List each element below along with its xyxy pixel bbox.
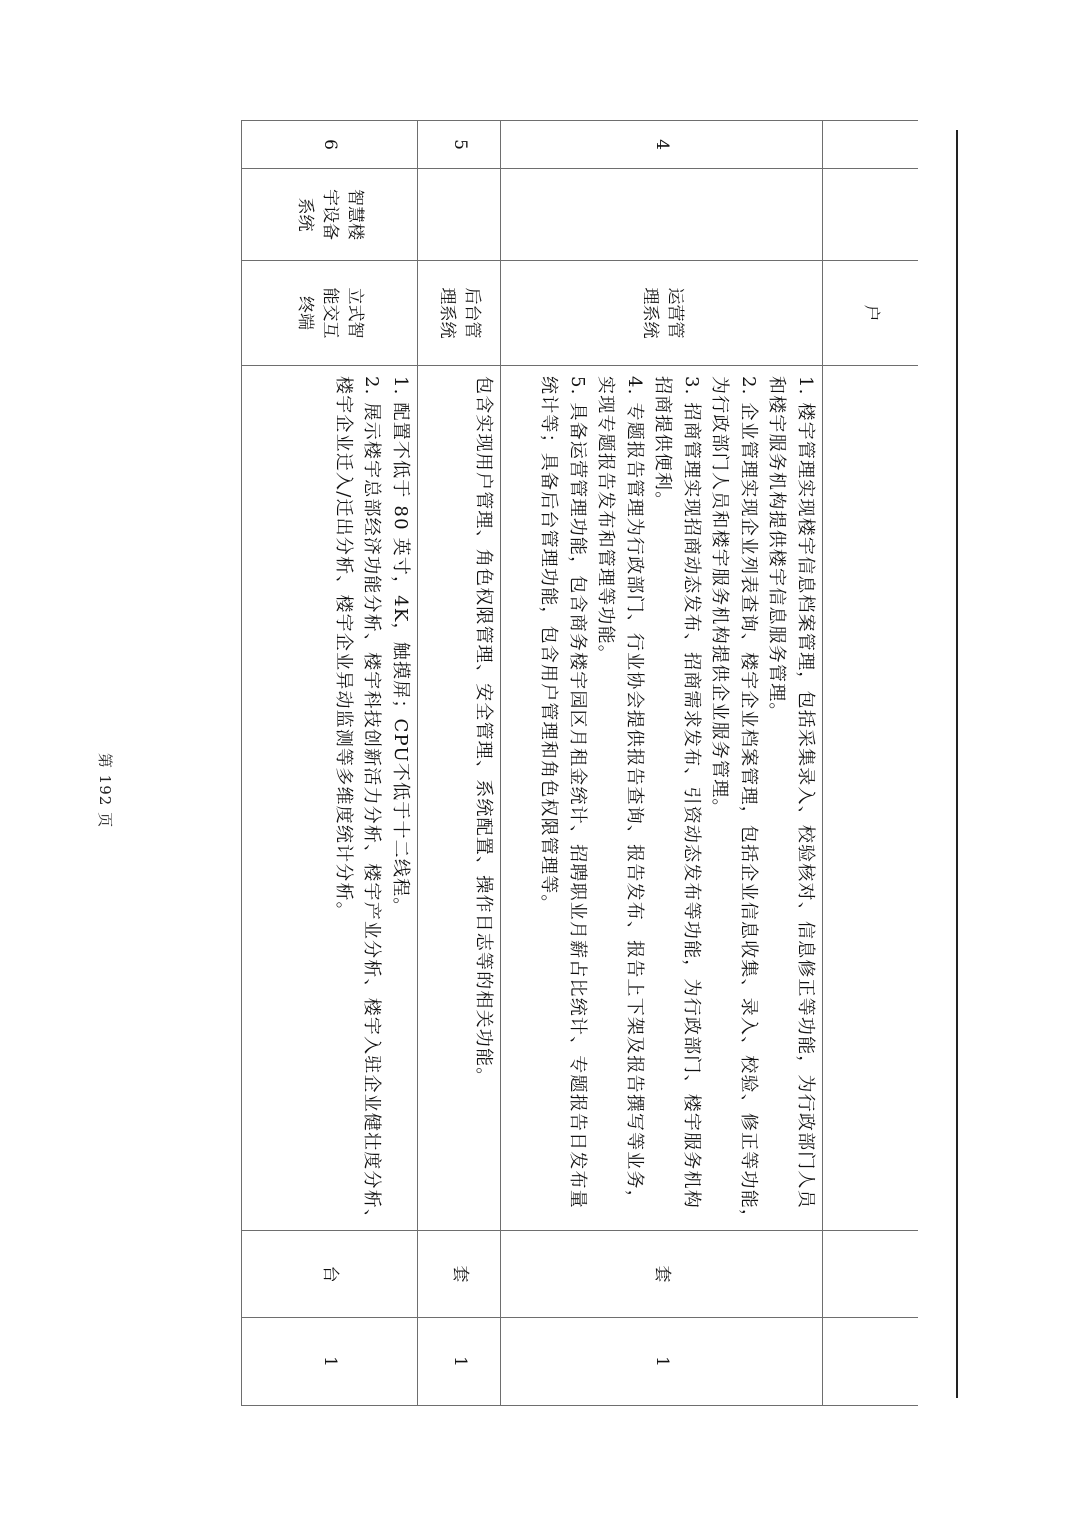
- description-line: 2. 展示楼宇总部经济功能分析、楼宇科技创新活力分析、楼宇产业分析、楼宇入驻企业健壮度分析、: [361, 376, 383, 1229]
- subsystem-cell: [418, 260, 501, 365]
- page-number-text: 第 192 页: [96, 752, 115, 828]
- system-name-cell: [501, 168, 823, 260]
- description-line: 2. 企业管理实现企业列表查询、楼宇企业档案管理，包括企业信息收集、录入、校验、修正等功能，: [738, 376, 759, 1229]
- table-row: [501, 120, 823, 1406]
- description-line: 4. 专题报告管理为行政部门、行业协会提供报告查询、报告发布、报告上下架及报告撰写等业务，: [624, 376, 645, 1209]
- quantity-cell: 1: [241, 1317, 418, 1406]
- table-rule: [241, 120, 242, 1406]
- description-line: 为行政部门人员和楼宇服务机构提供企业服务管理。: [709, 376, 731, 818]
- table-rule: [417, 120, 418, 1406]
- margin-rule: [956, 130, 958, 1398]
- description-text: [469, 376, 498, 1086]
- table-rule: [500, 120, 501, 1406]
- row-number-cell: [823, 120, 918, 168]
- system-name-cell: [418, 168, 501, 260]
- description-cell: [823, 365, 918, 1230]
- table-row: [418, 120, 501, 1406]
- spec-table-frame: [241, 120, 918, 1406]
- description-line: 和楼宇服务机构提供楼宇信息服务管理。: [766, 376, 788, 722]
- description-line: 楼宇企业迁入/迁出分析、楼宇企业异动监测等多维度统计分析。: [333, 376, 354, 921]
- description-line: 5. 具备运营管理功能，包含商务楼宇园区月租金统计、招聘职业月薪占比统计、专题报告日发布量: [567, 376, 588, 1209]
- description-line: 统计等；具备后台管理功能，包含用户管理和角色权限管理等。: [538, 376, 560, 914]
- system-name-label: 智慧楼宇设备系统: [295, 189, 365, 240]
- description-line: 1. 配置不低于 80 英寸，4K，触摸屏；CPU不低于十二线程。: [390, 376, 411, 917]
- description-line: 1. 楼宇管理实现楼宇信息档案管理，包括采集录入、校验核对、信息修正等功能，为行政部门人员: [795, 376, 816, 1209]
- subsystem-cell: [241, 260, 418, 365]
- table-rule: [822, 120, 823, 1406]
- subsystem-cell: 户: [823, 260, 918, 365]
- quantity-cell: 1: [501, 1317, 823, 1406]
- subsystem-cell: [501, 260, 823, 365]
- description-cell: [501, 365, 823, 1230]
- table-row: [241, 120, 418, 1406]
- description-text: [534, 376, 819, 1228]
- description-text: [329, 376, 415, 1228]
- unit-cell: [823, 1230, 918, 1317]
- system-name-cell: [241, 168, 418, 260]
- system-name-cell: [823, 168, 918, 260]
- quantity-cell: 1: [418, 1317, 501, 1406]
- description-cell: [241, 365, 418, 1230]
- row-number-cell: 5: [418, 120, 501, 168]
- subsystem-label: 后台管理系统: [437, 287, 483, 339]
- description-line: 实现专题报告发布和管理等功能。: [595, 376, 617, 664]
- unit-cell: 套: [418, 1230, 501, 1317]
- row-number-cell: 6: [241, 120, 418, 168]
- spec-table: [241, 120, 918, 1406]
- unit-cell: 套: [501, 1230, 823, 1317]
- unit-cell: 台: [241, 1230, 418, 1317]
- description-line: 包含实现用户管理、角色权限管理、安全管理、系统配置、操作日志等的相关功能。: [473, 376, 494, 1087]
- row-number-cell: 4: [501, 120, 823, 168]
- description-line: 3. 招商管理实现招商动态发布、招商需求发布、引资动态发布等功能，为行政部门、楼宇服务机构: [681, 376, 702, 1209]
- page-number: [92, 730, 120, 850]
- table-row: [823, 120, 918, 1406]
- subsystem-label: 立式智能交互终端: [295, 287, 365, 339]
- description-cell: [418, 365, 501, 1230]
- description-line: 招商提供便利。: [652, 376, 674, 511]
- quantity-cell: [823, 1317, 918, 1406]
- subsystem-label: 运营管理系统: [640, 287, 685, 339]
